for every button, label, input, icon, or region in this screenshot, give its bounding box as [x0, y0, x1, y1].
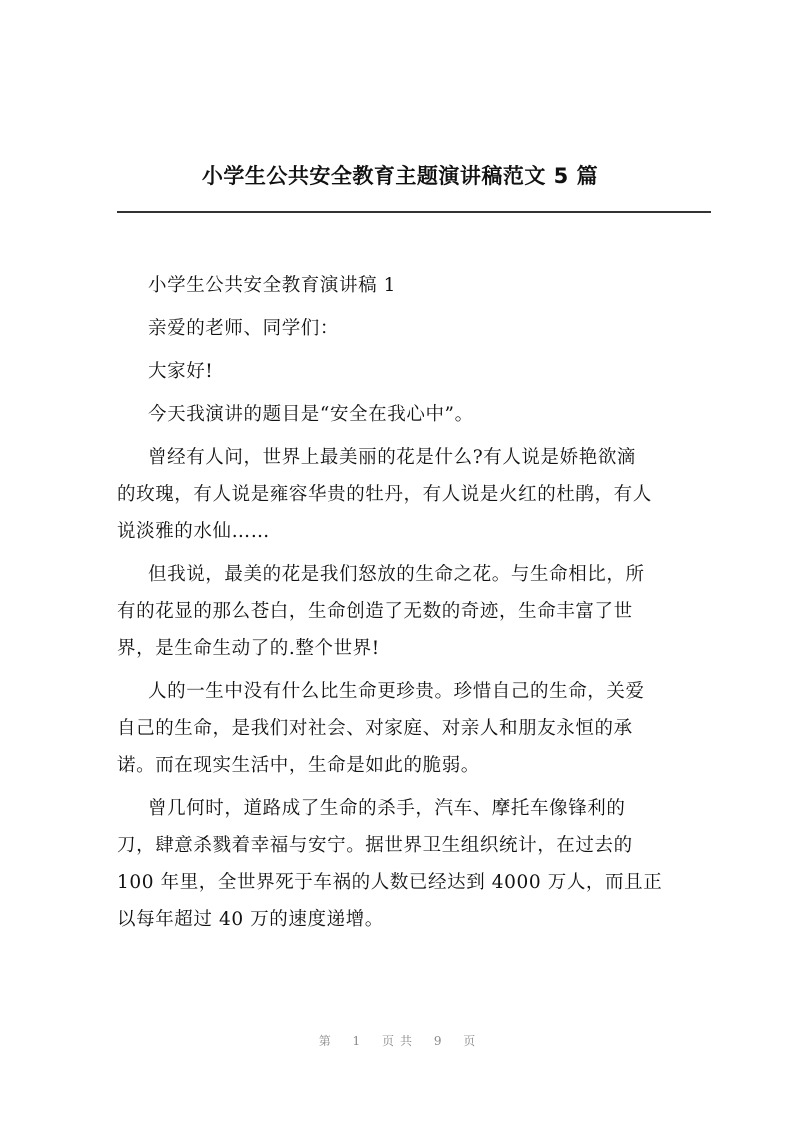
page-footer: 第 1 页共 9 页	[318, 1034, 482, 1048]
text-line: 说淡雅的水仙……	[117, 521, 270, 542]
paragraph	[117, 559, 697, 670]
text-line: 诺。而在现实生活中，生命是如此的脆弱。	[117, 755, 480, 776]
text-line: 100 年里，全世界死于车祸的人数已经达到 4000 万人，而且正	[117, 872, 663, 893]
paragraph	[117, 313, 697, 350]
paragraph	[117, 356, 697, 393]
text-line: 自己的生命，是我们对社会、对家庭、对亲人和朋友永恒的承	[117, 718, 633, 739]
text-line: 但我说，最美的花是我们怒放的生命之花。与生命相比，所	[148, 564, 645, 585]
paragraph	[117, 399, 697, 436]
paragraph	[117, 442, 697, 553]
text-line: 今天我演讲的题目是“安全在我心中”。	[148, 404, 474, 425]
document-title: 小学生公共安全教育主题演讲稿范文 5 篇	[201, 164, 599, 188]
text-line: 大家好!	[148, 361, 214, 382]
paragraph	[117, 270, 697, 307]
title-divider	[117, 211, 711, 213]
text-line: 曾经有人问，世界上最美丽的花是什么?有人说是娇艳欲滴	[148, 447, 637, 468]
paragraph	[117, 676, 697, 787]
text-line: 刀，肆意杀戮着幸福与安宁。据世界卫生组织统计，在过去的	[117, 835, 633, 856]
text-line: 以每年超过 40 万的速度递增。	[117, 909, 384, 930]
text-line: 界，是生命生动了的.整个世界!	[117, 638, 380, 659]
text-line: 的玫瑰，有人说是雍容华贵的牡丹，有人说是火红的杜鹃，有人	[117, 484, 652, 505]
document-body	[117, 270, 697, 947]
text-line: 人的一生中没有什么比生命更珍贵。珍惜自己的生命，关爱	[148, 681, 645, 702]
text-line: 有的花显的那么苍白，生命创造了无数的奇迹，生命丰富了世	[117, 601, 633, 622]
text-line: 亲爱的老师、同学们：	[148, 318, 340, 339]
text-line: 曾几何时，道路成了生命的杀手，汽车、摩托车像锋利的	[148, 798, 626, 819]
paragraph	[117, 793, 697, 941]
text-line: 小学生公共安全教育演讲稿 1	[148, 275, 397, 296]
